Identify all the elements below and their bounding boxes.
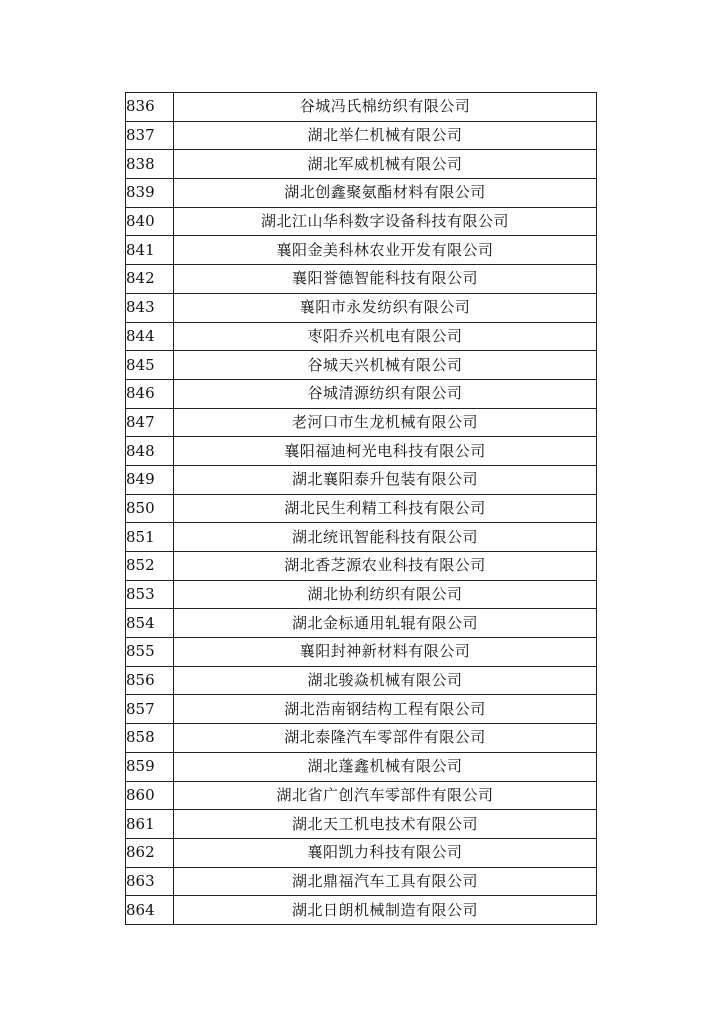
company-name: 襄阳金美科林农业开发有限公司	[174, 236, 597, 265]
table-row	[126, 810, 597, 839]
company-name: 襄阳封神新材料有限公司	[174, 638, 597, 667]
table-row	[126, 580, 597, 609]
table-row	[126, 293, 597, 322]
table-row	[126, 437, 597, 466]
table-row	[126, 752, 597, 781]
company-list-body	[126, 93, 597, 925]
row-number: 855	[126, 638, 174, 667]
row-number: 839	[126, 179, 174, 208]
company-name: 谷城冯氏棉纺织有限公司	[174, 93, 597, 122]
table-row	[126, 207, 597, 236]
row-number: 843	[126, 293, 174, 322]
company-name: 湖北民生利精工科技有限公司	[174, 494, 597, 523]
table-row	[126, 609, 597, 638]
row-number: 849	[126, 465, 174, 494]
company-name: 湖北天工机电技术有限公司	[174, 810, 597, 839]
table-row	[126, 121, 597, 150]
company-name: 湖北襄阳泰升包装有限公司	[174, 465, 597, 494]
row-number: 841	[126, 236, 174, 265]
row-number: 864	[126, 896, 174, 925]
company-name: 襄阳市永发纺织有限公司	[174, 293, 597, 322]
row-number: 859	[126, 752, 174, 781]
row-number: 863	[126, 867, 174, 896]
table-row	[126, 523, 597, 552]
row-number: 857	[126, 695, 174, 724]
row-number: 856	[126, 666, 174, 695]
row-number: 837	[126, 121, 174, 150]
row-number: 846	[126, 379, 174, 408]
company-name: 湖北浩南钢结构工程有限公司	[174, 695, 597, 724]
company-name: 湖北军威机械有限公司	[174, 150, 597, 179]
row-number: 858	[126, 724, 174, 753]
table-row	[126, 379, 597, 408]
company-name: 湖北省广创汽车零部件有限公司	[174, 781, 597, 810]
table-row	[126, 552, 597, 581]
company-name: 湖北鼎福汽车工具有限公司	[174, 867, 597, 896]
row-number: 851	[126, 523, 174, 552]
row-number: 854	[126, 609, 174, 638]
row-number: 850	[126, 494, 174, 523]
table-row	[126, 465, 597, 494]
row-number: 862	[126, 838, 174, 867]
table-row	[126, 265, 597, 294]
table-row	[126, 351, 597, 380]
table-row	[126, 838, 597, 867]
table-row	[126, 93, 597, 122]
table-row	[126, 150, 597, 179]
company-name: 襄阳誉德智能科技有限公司	[174, 265, 597, 294]
company-name: 湖北骏焱机械有限公司	[174, 666, 597, 695]
row-number: 853	[126, 580, 174, 609]
company-name: 襄阳凯力科技有限公司	[174, 838, 597, 867]
row-number: 844	[126, 322, 174, 351]
table-row	[126, 724, 597, 753]
row-number: 845	[126, 351, 174, 380]
table-row	[126, 867, 597, 896]
table-row	[126, 494, 597, 523]
company-list-table	[125, 92, 597, 925]
row-number: 852	[126, 552, 174, 581]
table-row	[126, 322, 597, 351]
company-name: 襄阳福迪柯光电科技有限公司	[174, 437, 597, 466]
table-row	[126, 781, 597, 810]
company-name: 枣阳乔兴机电有限公司	[174, 322, 597, 351]
row-number: 848	[126, 437, 174, 466]
company-name: 谷城清源纺织有限公司	[174, 379, 597, 408]
company-name: 湖北香芝源农业科技有限公司	[174, 552, 597, 581]
company-name: 谷城天兴机械有限公司	[174, 351, 597, 380]
row-number: 836	[126, 93, 174, 122]
company-name: 湖北日朗机械制造有限公司	[174, 896, 597, 925]
row-number: 838	[126, 150, 174, 179]
company-name: 老河口市生龙机械有限公司	[174, 408, 597, 437]
company-name: 湖北统讯智能科技有限公司	[174, 523, 597, 552]
table-row	[126, 896, 597, 925]
table-row	[126, 236, 597, 265]
company-name: 湖北泰隆汽车零部件有限公司	[174, 724, 597, 753]
row-number: 840	[126, 207, 174, 236]
company-name: 湖北金标通用轧辊有限公司	[174, 609, 597, 638]
company-name: 湖北创鑫聚氨酯材料有限公司	[174, 179, 597, 208]
company-name: 湖北江山华科数字设备科技有限公司	[174, 207, 597, 236]
company-name: 湖北蓬鑫机械有限公司	[174, 752, 597, 781]
company-name: 湖北协利纺织有限公司	[174, 580, 597, 609]
table-row	[126, 695, 597, 724]
row-number: 847	[126, 408, 174, 437]
row-number: 842	[126, 265, 174, 294]
table-row	[126, 179, 597, 208]
table-row	[126, 666, 597, 695]
table-row	[126, 408, 597, 437]
row-number: 860	[126, 781, 174, 810]
company-name: 湖北举仁机械有限公司	[174, 121, 597, 150]
table-row	[126, 638, 597, 667]
row-number: 861	[126, 810, 174, 839]
